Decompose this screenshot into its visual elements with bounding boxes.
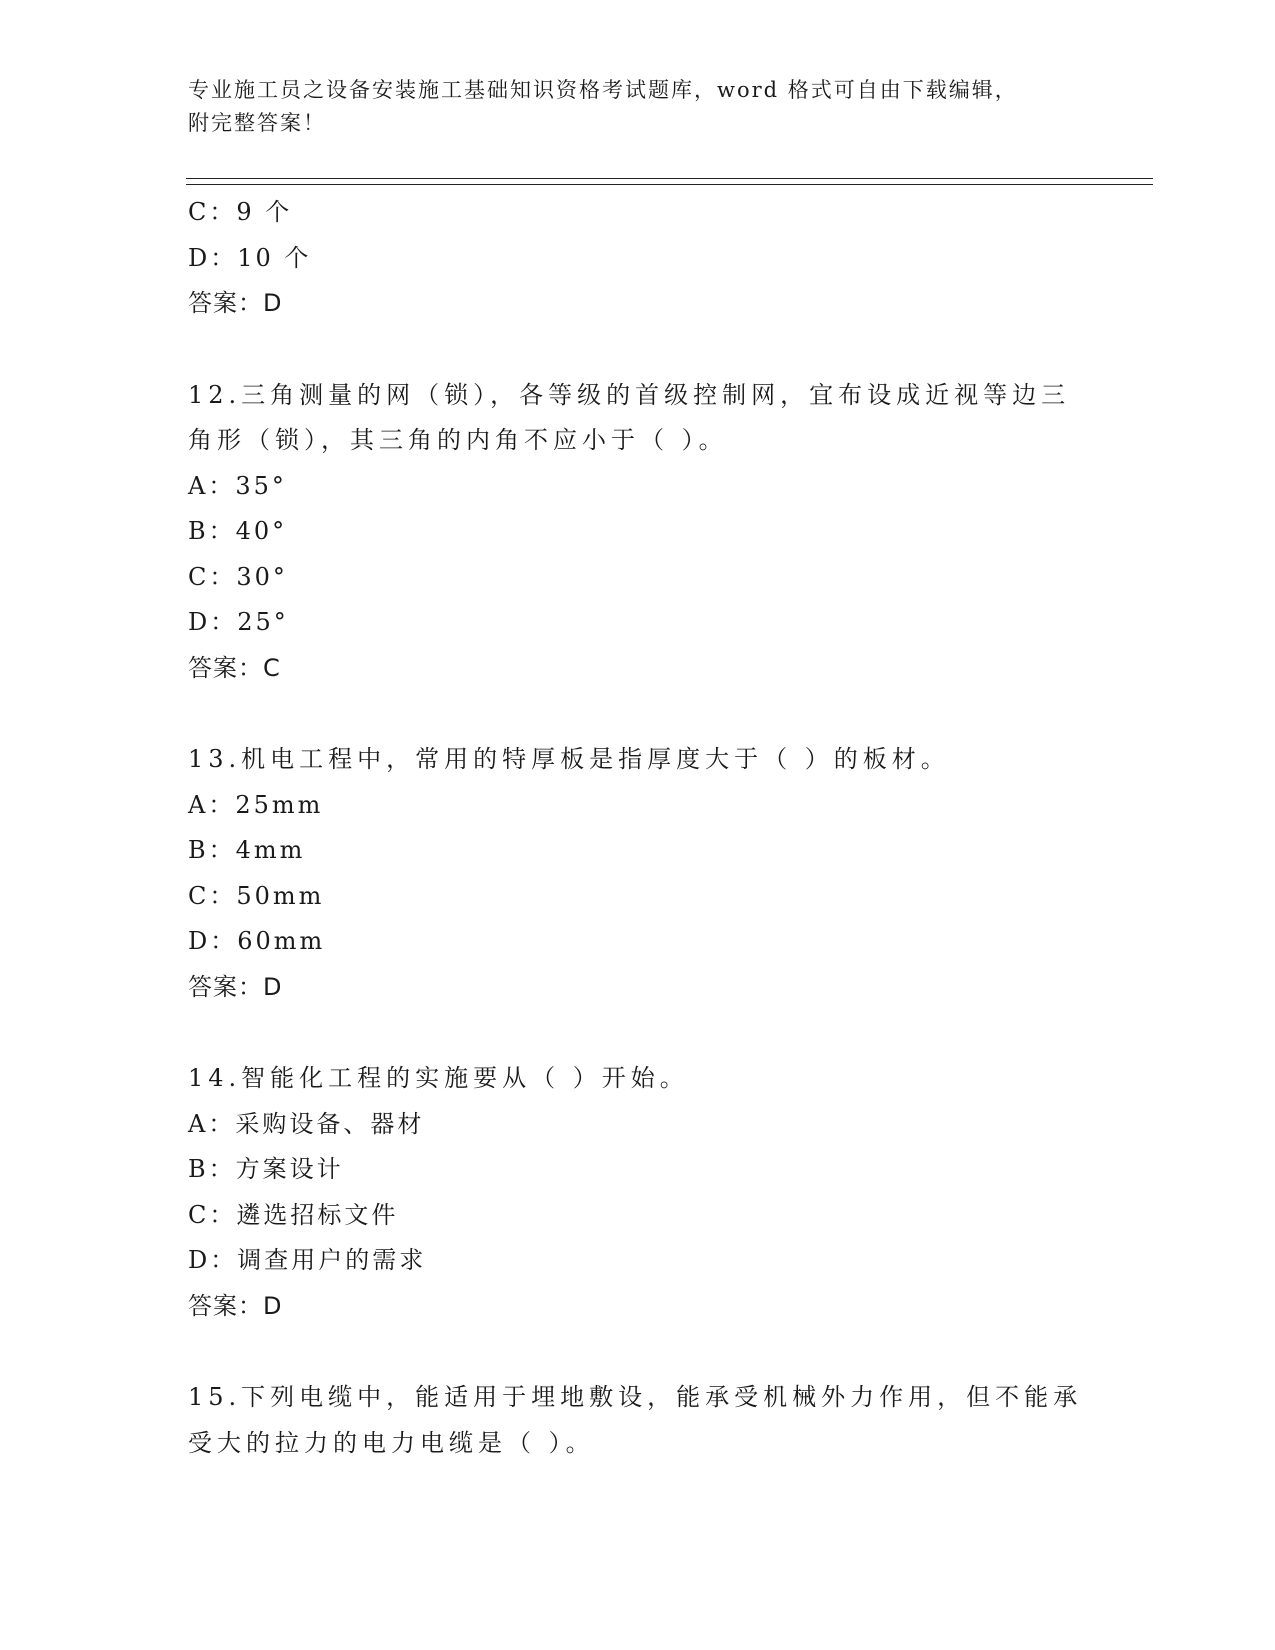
- question-12: [188, 373, 1088, 692]
- option-c: C：遴选招标文件: [188, 1200, 399, 1229]
- option-d: D：60mm: [188, 927, 326, 955]
- question-text-line: 13.机电工程中，常用的特厚板是指厚度大于（ ）的板材。: [188, 745, 950, 773]
- document-body: [188, 190, 1088, 1466]
- option-a: A：25mm: [188, 790, 324, 819]
- option-d: D：25°: [188, 608, 289, 636]
- answer-line: 答案：D: [188, 289, 283, 317]
- option-c: C：9 个: [188, 198, 293, 226]
- question-15: [188, 1375, 1088, 1466]
- option-d: D：调查用户的需求: [188, 1246, 427, 1274]
- header-divider-top: [186, 178, 1153, 179]
- prev-question-block: [188, 190, 1088, 327]
- answer-line: 答案：D: [188, 972, 283, 1001]
- option-b: B：40°: [188, 517, 288, 545]
- option-a: A：35°: [188, 471, 287, 500]
- answer-line: 答案：C: [188, 653, 281, 682]
- option-b: B：4mm: [188, 836, 306, 864]
- option-c: C：50mm: [188, 881, 325, 910]
- header-divider-bottom: [186, 184, 1153, 185]
- question-text-line: 14.智能化工程的实施要从（ ）开始。: [188, 1064, 689, 1092]
- option-d: D：10 个: [188, 243, 312, 272]
- option-b: B：方案设计: [188, 1155, 344, 1183]
- question-text-line: 角形（锁），其三角的内角不应小于（ ）。: [188, 426, 728, 454]
- header-line-2: 附完整答案！: [188, 111, 326, 135]
- question-13: [188, 737, 1088, 1010]
- option-c: C：30°: [188, 562, 288, 591]
- question-text-line: 15.下列电缆中，能适用于埋地敷设，能承受机械外力作用，但不能承: [188, 1383, 1083, 1411]
- answer-line: 答案：D: [188, 1291, 283, 1320]
- option-a: A：采购设备、器材: [188, 1109, 425, 1138]
- question-text-line: 受大的拉力的电力电缆是（ ）。: [188, 1428, 595, 1457]
- document-header: [188, 74, 1088, 140]
- question-text-line: 12.三角测量的网（锁），各等级的首级控制网，宜布设成近视等边三: [188, 380, 1071, 409]
- header-line-1: 专业施工员之设备安装施工基础知识资格考试题库，word 格式可自由下载编辑，: [188, 78, 1018, 102]
- question-14: [188, 1056, 1088, 1329]
